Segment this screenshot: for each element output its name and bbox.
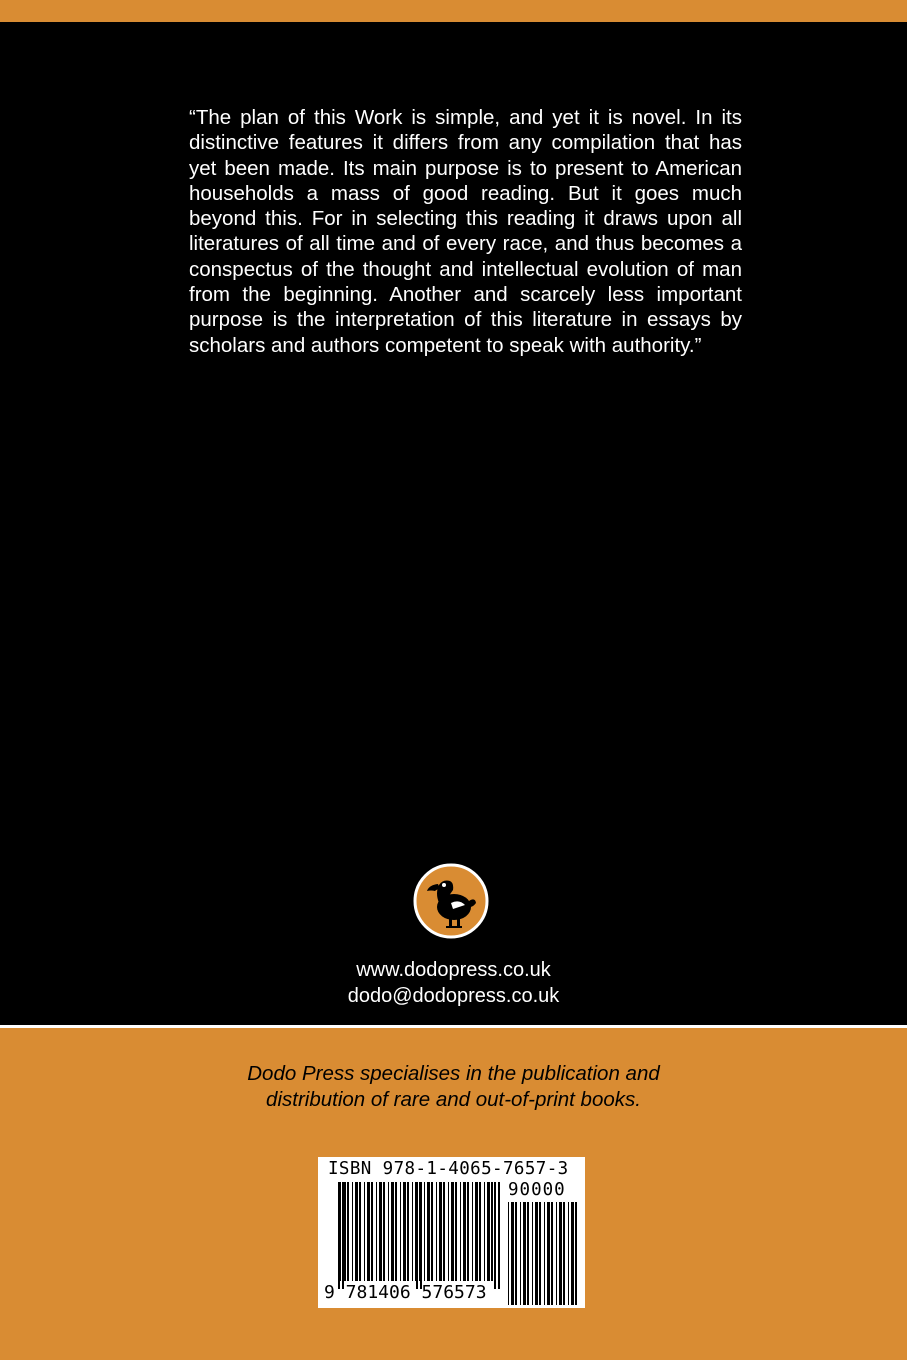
ean-digits: 9 781406 576573 bbox=[324, 1282, 487, 1303]
white-divider bbox=[0, 1025, 907, 1028]
website-link[interactable]: www.dodopress.co.uk bbox=[356, 959, 551, 981]
dodo-bird-icon bbox=[413, 863, 489, 939]
email-link[interactable]: dodo@dodopress.co.uk bbox=[347, 985, 560, 1007]
barcode-box bbox=[318, 1157, 585, 1308]
publisher-tagline bbox=[0, 1061, 907, 1113]
tagline-line-2: distribution of rare and out-of-print books. bbox=[266, 1088, 641, 1111]
top-orange-band bbox=[0, 0, 907, 22]
isbn-label: ISBN 978-1-4065-7657-3 bbox=[328, 1159, 569, 1179]
contact-info bbox=[0, 957, 907, 1009]
price-code: 90000 bbox=[508, 1180, 566, 1200]
tagline-line-1: Dodo Press specialises in the publication and bbox=[247, 1062, 660, 1085]
back-cover-blurb: “The plan of this Work is simple, and yet it is novel. In its distinctive features it differs from any compilation that has yet been made. Its main purpose is to present to American households a mass of good reading. But it goes much beyond this. For in selecting this reading it draws upon all literatures of all time and of every race, and thus becomes a conspectus of the thought and intellectual evolution of man from the beginning. Another and scarcely less important purpose is the interpretation of this literature in essays by scholars and authors competent to speak with authority.” bbox=[189, 106, 742, 357]
